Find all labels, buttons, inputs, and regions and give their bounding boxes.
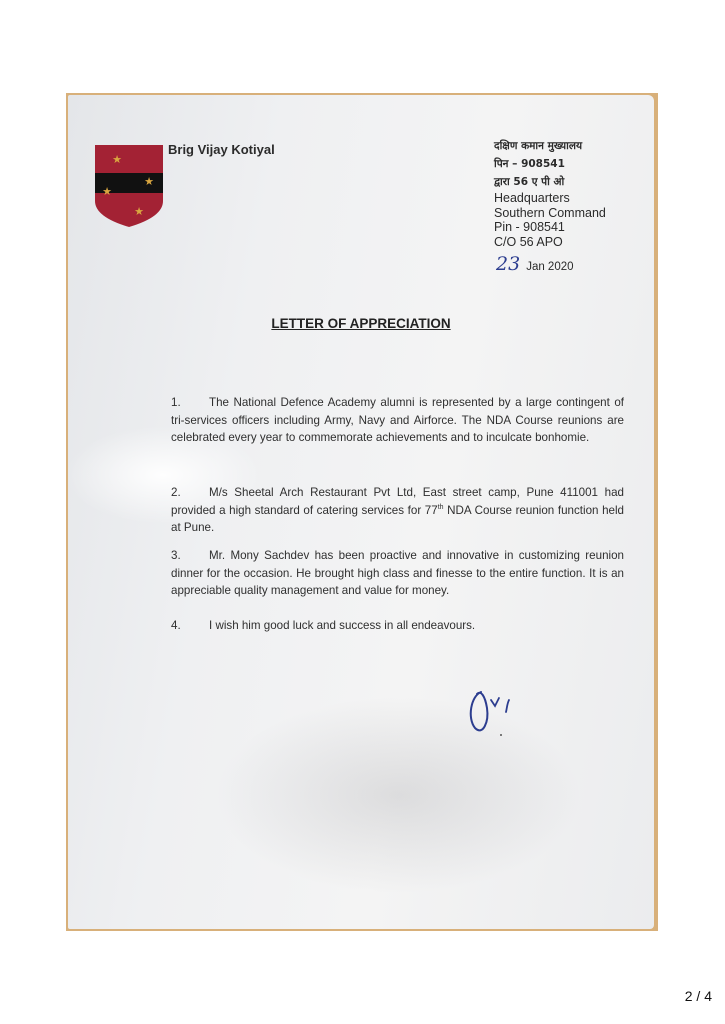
- address-hindi-line: द्वारा 56 ए पी ओ: [494, 176, 565, 188]
- crest-emblem: [93, 143, 165, 229]
- letter-date: [496, 253, 574, 275]
- paragraph-text: I wish him good luck and success in all endeavours.: [209, 619, 476, 632]
- sender-name: Brig Vijay Kotiyal: [168, 142, 275, 157]
- ordinal-suffix: th: [437, 503, 444, 511]
- handwritten-signature: [463, 678, 543, 738]
- paragraph-number: 3.: [171, 549, 181, 562]
- paragraph-text: M/s Sheetal Arch Restaurant Pvt Ltd, East street camp, Pune 411001 had provided a high standard of catering services for 77: [171, 486, 624, 517]
- svg-text:★: ★: [134, 206, 144, 218]
- date-day-handwritten: 23: [496, 253, 521, 275]
- address-hindi-line: दक्षिण कमान मुख्यालय: [494, 140, 583, 152]
- address-hindi-line: पिन – 908541: [494, 158, 565, 170]
- paragraph-number: 2.: [171, 486, 181, 499]
- svg-text:★: ★: [102, 186, 112, 198]
- svg-text:★: ★: [112, 154, 122, 166]
- address-line: C/O 56 APO: [494, 234, 563, 249]
- paragraph-3: [171, 547, 624, 600]
- svg-text:★: ★: [144, 176, 154, 188]
- paragraph-text: The National Defence Academy alumni is represented by a large contingent of tri-services officers including Army, Navy and Airforce. The NDA Course reunions are celebrated every year to commemorate achievements and to inculcate bonhomie.: [171, 396, 624, 444]
- paragraph-number: 4.: [171, 619, 181, 632]
- paragraph-number: 1.: [171, 396, 181, 409]
- address-line: Southern Command: [494, 205, 606, 220]
- letter-subject: LETTER OF APPRECIATION: [271, 316, 451, 331]
- paragraph-text: Mr. Mony Sachdev has been proactive and innovative in customizing reunion dinner for the occasion. He brought high class and finesse to the entire function. It is an appreciable quality management and value for money.: [171, 549, 624, 597]
- address-line: Pin - 908541: [494, 220, 565, 234]
- letter-paper: [68, 95, 654, 929]
- address-block: [494, 137, 654, 249]
- address-line: Headquarters: [494, 191, 570, 205]
- paragraph-1: [171, 394, 624, 447]
- paragraph-text-continued: NDA Course reunion function held at Pune.: [171, 503, 624, 534]
- paragraph-2: [171, 484, 624, 537]
- paragraph-4: [171, 617, 624, 635]
- date-month-year: Jan 2020: [526, 261, 574, 273]
- page-number: 2 / 4: [684, 988, 712, 1004]
